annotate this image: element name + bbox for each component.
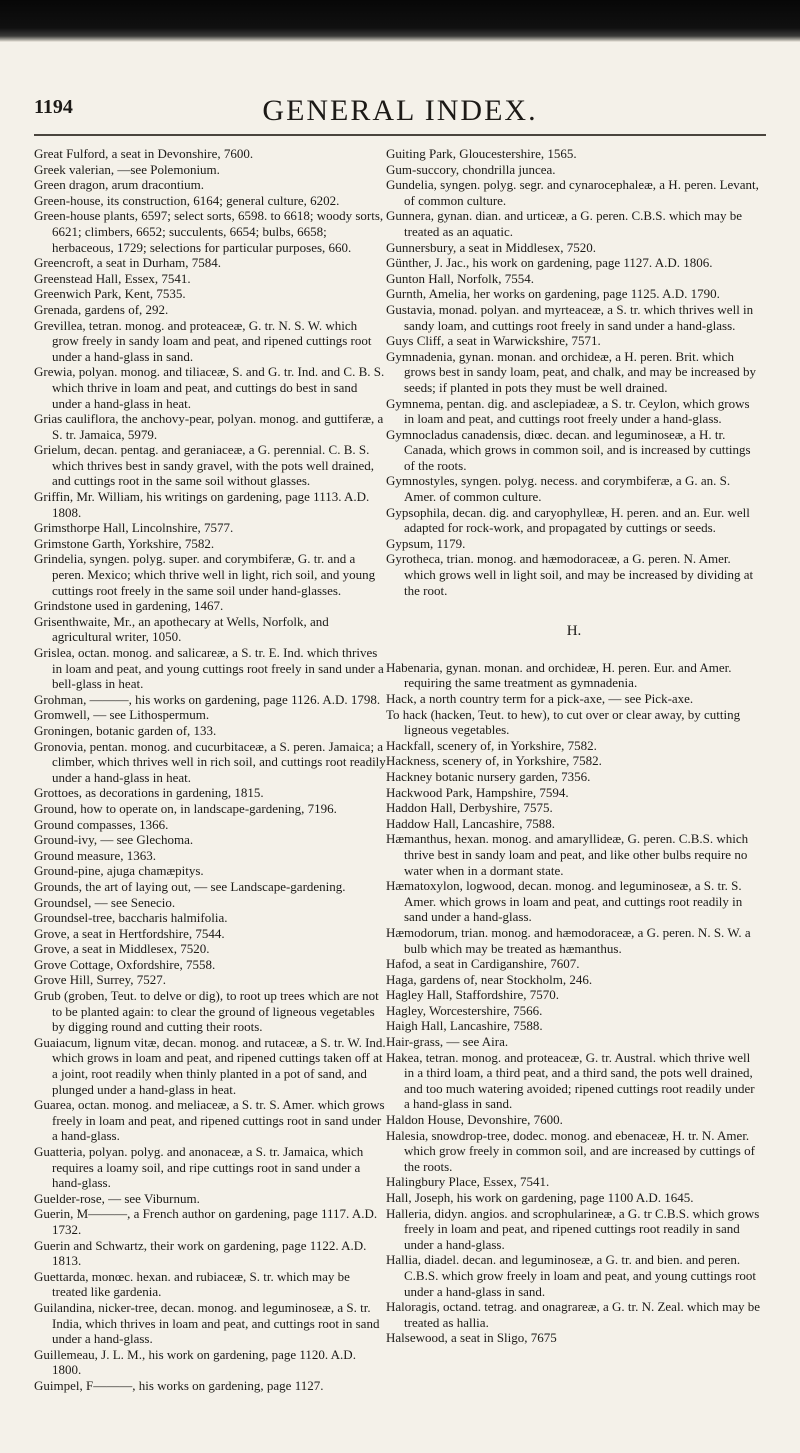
index-entry: Greenwich Park, Kent, 7535. <box>34 286 186 302</box>
index-entry: Grewia, polyan. monog. and tiliaceæ, S. and G. tr. Ind. and C. B. S. which thrive in loam and peat, and cuttings do best in sand under a hand-glass in heat. <box>34 364 385 411</box>
index-entry: Gymnadenia, gynan. monan. and orchideæ, a H. peren. Brit. which grows best in sandy loam, peat, and chalk, and may be increased by seeds; if planted in pots they must be well drained. <box>386 348 756 395</box>
index-entry: Greenstead Hall, Essex, 7541. <box>34 270 191 286</box>
index-entry: Green-house, its construction, 6164; general culture, 6202. <box>34 192 340 208</box>
index-entry: Guillemeau, J. L. M., his work on gardening, page 1120. A.D. 1800. <box>34 1346 356 1378</box>
index-entry: Haldon House, Devonshire, 7600. <box>386 1112 563 1128</box>
index-entry: Grove Hill, Surrey, 7527. <box>34 972 167 988</box>
index-entry: Haigh Hall, Lancashire, 7588. <box>386 1018 543 1034</box>
index-entry: Hæmodorum, trian. monog. and hæmodoraceæ, a G. peren. N. S. W. a bulb which may be treated as hæmanthus. <box>386 924 751 956</box>
index-entry: Guatteria, polyan. polyg. and anonaceæ, a S. tr. Jamaica, which requires a loamy soil, and ripe cuttings root in sand under a hand-glass. <box>34 1144 364 1191</box>
index-entry: Grisenthwaite, Mr., an apothecary at Wells, Norfolk, and agricultural writer, 1050. <box>34 613 329 645</box>
index-entry: Groundsel, — see Senecio. <box>34 894 176 910</box>
index-entry: Hall, Joseph, his work on gardening, page 1100 A.D. 1645. <box>386 1190 694 1205</box>
index-entry: Gypsum, 1179. <box>386 535 466 551</box>
index-entry: Hæmanthus, hexan. monog. and amaryllideæ, G. peren. C.B.S. which thrive best in sandy loam and peat, and like other bulbs require no water when in a dormant state. <box>386 831 749 878</box>
index-entry: Guilandina, nicker-tree, decan. monog. and leguminoseæ, a S. tr. India, which thrives in loam and peat, and cuttings root in sand under a hand-glass. <box>34 1299 380 1347</box>
index-entry: Guiting Park, Gloucestershire, 1565. <box>386 146 577 161</box>
index-entry: Grenada, gardens of, 292. <box>34 301 169 317</box>
index-entry: Halingbury Place, Essex, 7541. <box>386 1174 550 1190</box>
index-entry: Hackney botanic nursery garden, 7356. <box>386 768 591 784</box>
index-entry: Hafod, a seat in Cardiganshire, 7607. <box>386 956 580 972</box>
page-title: GENERAL INDEX. <box>262 94 538 127</box>
page-number: 1194 <box>34 96 73 118</box>
index-entry: Hackwood Park, Hampshire, 7594. <box>386 784 569 800</box>
index-entry: Haddon Hall, Derbyshire, 7575. <box>386 800 553 816</box>
index-entry: Green dragon, arum dracontium. <box>34 177 205 193</box>
index-entry: Ground, how to operate on, in landscape-gardening, 7196. <box>34 800 337 816</box>
index-entry: Ground measure, 1363. <box>34 847 157 863</box>
index-entry: Guys Cliff, a seat in Warwickshire, 7571. <box>386 333 601 349</box>
index-entry: Ground-pine, ajuga chamæpitys. <box>34 863 204 879</box>
index-entry: Haloragis, octand. tetrag. and onagrareæ, a G. tr. N. Zeal. which may be treated as hallia. <box>386 1299 760 1330</box>
index-entry: Guaiacum, lignum vitæ, decan. monog. and rutaceæ, a S. tr. W. Ind. which grows in loam and peat, and ripened cuttings taken off at a joint, root readily when thinly planted in a pot of sand, and plunged under a hand-glass in heat. <box>34 1034 386 1097</box>
index-entry: Grub (groben, Teut. to delve or dig), to root up trees which are not to be planted again: to clear the ground of ligneous vegetables by digging round and cutting their roots. <box>34 988 379 1035</box>
index-entry: Grindstone used in gardening, 1467. <box>34 598 224 614</box>
index-entry: Gundelia, syngen. polyg. segr. and cynarocephaleæ, a H. peren. Levant, of common culture. <box>386 177 759 208</box>
index-entry: Gurnth, Amelia, her works on gardening, page 1125. A.D. 1790. <box>386 286 720 302</box>
index-entry: Ground compasses, 1366. <box>34 816 169 832</box>
index-entry: Halleria, didyn. angios. and scrophularineæ, a G. tr C.B.S. which grows freely in loam and peat, and ripened cuttings root readily in sand under a hand-glass. <box>386 1205 760 1252</box>
index-entry: Guimpel, F———, his works on gardening, page 1127. <box>34 1377 324 1393</box>
index-entry: Hæmatoxylon, logwood, decan. monog. and leguminoseæ, a S. tr. S. Amer. which grows in loam and peat, and cuttings root readily in sand under a hand-glass. <box>386 878 743 925</box>
page-header <box>34 74 766 130</box>
index-entry: Guerin, M———, a French author on gardening, page 1117. A.D. 1732. <box>34 1206 378 1237</box>
index-entry: Halesia, snowdrop-tree, dodec. monog. and ebenaceæ, H. tr. N. Amer. which grow freely in common soil, and are increased by cuttings of the roots. <box>386 1127 755 1174</box>
index-entry: Gunnera, gynan. dian. and urticeæ, a G. peren. C.B.S. which may be treated as an aquatic. <box>386 208 742 239</box>
index-entry: Habenaria, gynan. monan. and orchideæ, H. peren. Eur. and Amer. requiring the same treatment as gymnadenia. <box>386 659 732 691</box>
index-entry: Grottoes, as decorations in gardening, 1815. <box>34 785 264 801</box>
index-entry: Greencroft, a seat in Durham, 7584. <box>34 255 221 271</box>
index-entry: Grimstone Garth, Yorkshire, 7582. <box>34 535 215 551</box>
index-entry: Gymnema, pentan. dig. and asclepiadeæ, a S. tr. Ceylon, which grows in loam and peat, and cuttings root freely under a hand-glass. <box>386 395 750 427</box>
index-entry: Green-house plants, 6597; select sorts, 6598. to 6618; woody sorts, 6621; climbers, 6652; succulents, 6654; bulbs, 6658; herbaceous, 1729; selections for particular purposes, 660. <box>34 208 384 255</box>
index-entry: Grimsthorpe Hall, Lincolnshire, 7577. <box>34 520 234 536</box>
page-top-shadow <box>0 0 800 42</box>
index-entry: Haddow Hall, Lancashire, 7588. <box>386 815 555 831</box>
index-entry: Gymnostyles, syngen. polyg. necess. and corymbiferæ, a G. an. S. Amer. of common culture. <box>386 473 731 505</box>
index-entry: Gunton Hall, Norfolk, 7554. <box>386 270 535 286</box>
index-entry: Gustavia, monad. polyan. and myrteaceæ, a S. tr. which thrives well in sandy loam, and cuttings root freely in sand under a hand-glass. <box>386 301 754 333</box>
index-entry: Halsewood, a seat in Sligo, 7675 <box>386 1330 557 1346</box>
index-entry: Grislea, octan. monog. and salicareæ, a S. tr. E. Ind. which thrives in loam and peat, and young cuttings root freely in sand under a bell-glass in heat. <box>34 645 384 692</box>
index-entry: Gromwell, — see Lithospermum. <box>34 707 210 723</box>
index-entry: Grove, a seat in Middlesex, 7520. <box>34 941 210 957</box>
index-entry: Günther, J. Jac., his work on gardening, page 1127. A.D. 1806. <box>386 255 713 271</box>
index-entry: Grove, a seat in Hertfordshire, 7544. <box>34 925 225 941</box>
right-column-h-entries <box>386 660 762 1346</box>
index-entry: To hack (hacken, Teut. to hew), to cut over or clear away, by cutting ligneous vegetables. <box>386 706 741 738</box>
index-entry: Gronovia, pentan. monog. and cucurbitaceæ, a S. peren. Jamaica; a climber, which thrives well in rich soil, and cuttings root readily under a hand-glass in heat. <box>34 738 386 785</box>
index-entry: Gunnersbury, a seat in Middlesex, 7520. <box>386 239 597 255</box>
index-entry: Guerin and Schwartz, their work on gardening, page 1122. A.D. 1813. <box>34 1237 367 1269</box>
right-column-g-entries <box>386 146 762 598</box>
index-entry: Ground-ivy, — see Glechoma. <box>34 832 194 848</box>
index-entry: Guettarda, monœc. hexan. and rubiaceæ, S. tr. which may be treated like gardenia. <box>34 1268 350 1300</box>
right-column <box>386 146 762 1346</box>
index-entry: Guelder-rose, — see Viburnum. <box>34 1190 200 1206</box>
index-entry: Hagley Hall, Staffordshire, 7570. <box>386 987 560 1003</box>
index-entry: Grias cauliflora, the anchovy-pear, polyan. monog. and guttiferæ, a S. tr. Jamaica, 5979. <box>34 411 384 442</box>
index-entry: Haga, gardens of, near Stockholm, 246. <box>386 971 593 987</box>
index-entry: Gum-succory, chondrilla juncea. <box>386 161 556 177</box>
index-entry: Gyrotheca, trian. monog. and hæmodoraceæ, a G. peren. N. Amer. which grows well in light soil, and may be increased by dividing at the root. <box>386 551 754 598</box>
index-entry: Grove Cottage, Oxfordshire, 7558. <box>34 956 216 972</box>
index-entry: Grevillea, tetran. monog. and proteaceæ, G. tr. N. S. W. which grow freely in sandy loam and peat, and ripened cuttings root under a hand-glass in sand. <box>34 317 372 364</box>
index-entry: Gypsophila, decan. dig. and caryophylleæ, H. peren. and an. Eur. well adapted for rock-work, and propagated by cuttings or seeds. <box>386 504 750 536</box>
index-entry: Great Fulford, a seat in Devonshire, 7600. <box>34 146 254 161</box>
index-entry: Hagley, Worcestershire, 7566. <box>386 1002 543 1018</box>
index-entry: Groningen, botanic garden of, 133. <box>34 722 217 738</box>
index-entry: Grindelia, syngen. polyg. super. and corymbiferæ, G. tr. and a peren. Mexico; which thrive well in light, rich soil, and young cuttings root freely in the same soil under hand-glasses. <box>34 551 376 598</box>
index-entry: Greek valerian, —see Polemonium. <box>34 161 220 177</box>
index-entry: Grielum, decan. pentag. and geraniaceæ, a G. perennial. C. B. S. which thrives best in sandy gravel, with the pots well drained, and cuttings root in the same soil without glasses. <box>34 442 375 489</box>
index-entry: Groundsel-tree, baccharis halmifolia. <box>34 910 228 926</box>
letter-heading-h: H. <box>566 623 582 640</box>
index-entry: Hack, a north country term for a pick-axe, — see Pick-axe. <box>386 691 694 706</box>
index-entry: Guarea, octan. monog. and meliaceæ, a S. tr. S. Amer. which grows freely in loam and peat, and ripened cuttings root in sand under a hand-glass. <box>34 1097 385 1144</box>
index-entry: Gymnocladus canadensis, diœc. decan. and leguminoseæ, a H. tr. Canada, which grows in common soil, and is increased by cuttings of the roots. <box>386 426 751 473</box>
index-entry: Grounds, the art of laying out, — see Landscape-gardening. <box>34 878 346 894</box>
index-entry: Hackfall, scenery of, in Yorkshire, 7582. <box>386 737 597 753</box>
index-entry: Hackness, scenery of, in Yorkshire, 7582. <box>386 753 602 769</box>
index-entry: Griffin, Mr. William, his writings on gardening, page 1113. A.D. 1808. <box>34 489 370 520</box>
index-entry: Grohman, ———, his works on gardening, page 1126. A.D. 1798. <box>34 691 381 707</box>
index-entry: Hallia, diadel. decan. and leguminoseæ, a G. tr. and bien. and peren. C.B.S. which grow freely in loam and peat, and young cuttings root under a hand-glass in sand. <box>386 1252 757 1299</box>
left-column <box>34 146 386 1394</box>
index-entry: Hair-grass, — see Aira. <box>386 1034 509 1050</box>
header-rule <box>34 134 766 136</box>
index-entry: Hakea, tetran. monog. and proteaceæ, G. tr. Austral. which thrive well in a third loam, a third peat, and a third sand, the pots well drained, and too much watering avoided; ripened cuttings root readily under a hand-glass in sand. <box>386 1049 755 1112</box>
